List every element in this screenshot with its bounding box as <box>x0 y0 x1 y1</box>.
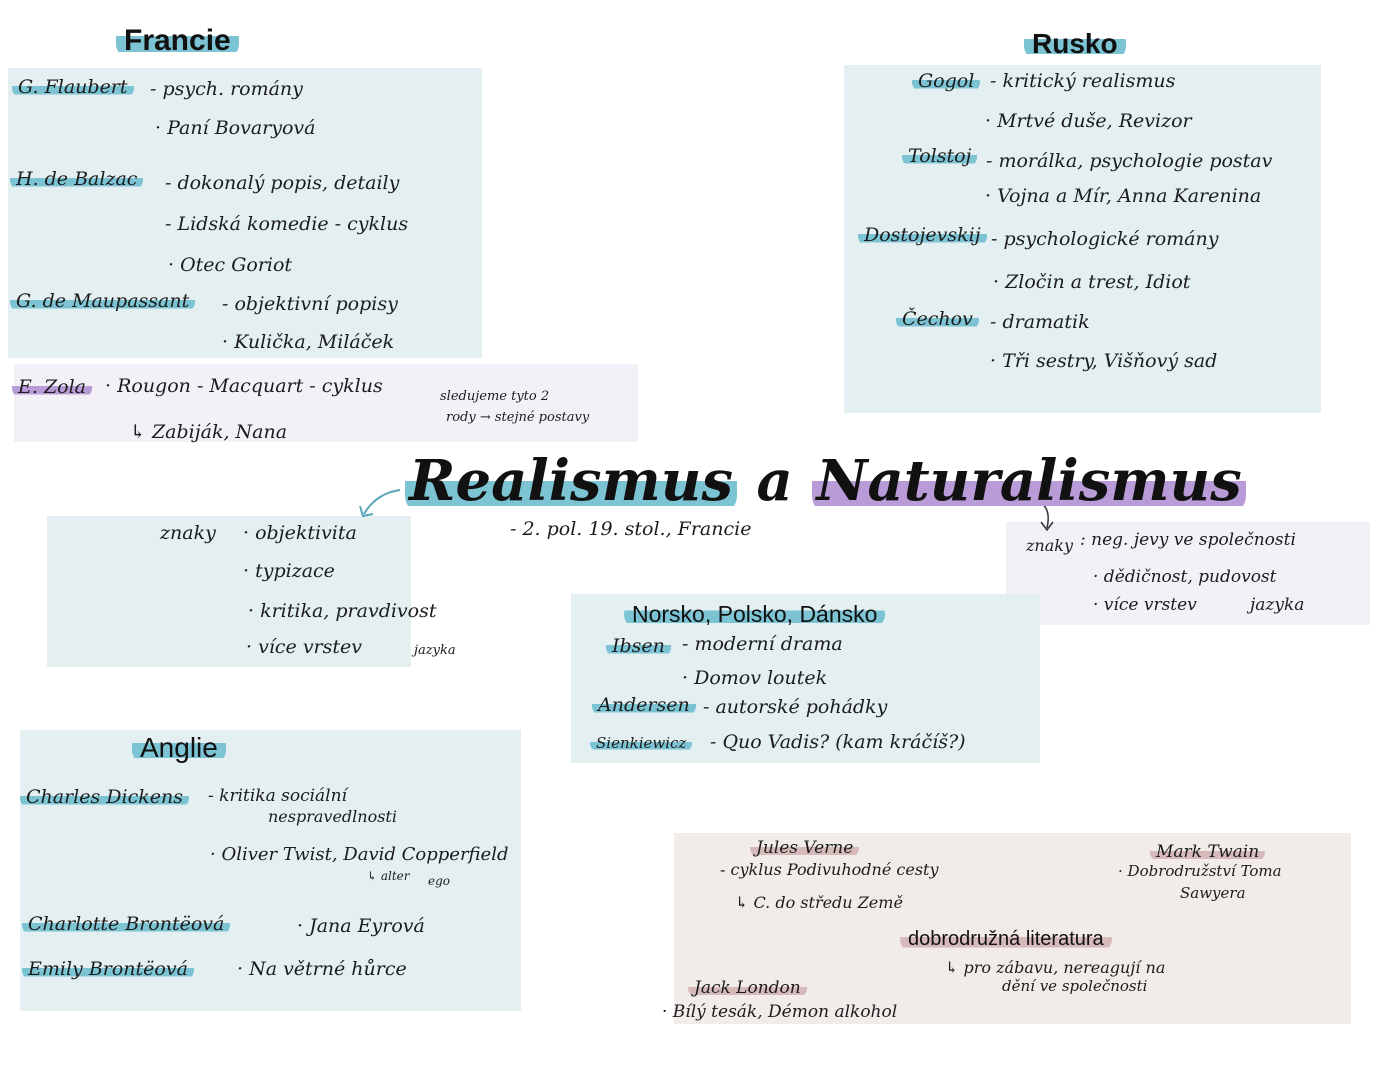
london-work: · Bílý tesák, Démon alkohol <box>662 1002 898 1022</box>
dostojevskij-work: · Zločin a trest, Idiot <box>993 271 1191 293</box>
twain-name: Mark Twain <box>1150 842 1265 862</box>
dostojevskij-desc: - psychologické romány <box>991 228 1219 250</box>
balzac-desc: - dokonalý popis, detaily <box>165 172 400 194</box>
verne-work2: ↳ C. do středu Země <box>735 893 903 912</box>
balzac-name: H. de Balzac <box>10 168 143 190</box>
zola-work: ↳ Zabiják, Nana <box>130 421 288 443</box>
znaky-r-extra: jazyka <box>414 643 456 658</box>
znaky-n-label: znaky <box>1026 536 1074 555</box>
andersen-desc: - autorské pohádky <box>703 696 888 718</box>
arrow-left-icon <box>364 490 400 514</box>
flaubert-desc: - psych. romány <box>150 78 303 100</box>
znaky-r-label: znaky <box>160 522 216 544</box>
flaubert-name: G. Flaubert <box>12 76 134 98</box>
twain-work1: · Dobrodružství Toma <box>1118 862 1282 880</box>
ibsen-desc: - moderní drama <box>682 633 843 655</box>
znaky-r-item-3: · kritika, pravdivost <box>248 600 437 622</box>
maupassant-name: G. de Maupassant <box>10 290 195 312</box>
zola-name: E. Zola <box>12 376 92 398</box>
dostojevskij-name: Dostojevskij <box>858 224 987 246</box>
francie-heading: Francie <box>116 24 239 58</box>
znaky-n-item-3: · více vrstev <box>1093 595 1197 615</box>
title-realismus: Realismus <box>405 448 737 514</box>
dickens-work: · Oliver Twist, David Copperfield <box>210 844 509 865</box>
balzac-work1: - Lidská komedie - cyklus <box>165 213 409 235</box>
title-subtitle: - 2. pol. 19. stol., Francie <box>510 518 752 540</box>
dickens-desc2: nespravedlnosti <box>268 807 397 826</box>
cechov-work: · Tři sestry, Višňový sad <box>990 350 1218 372</box>
verne-work1: - cyklus Podivuhodné cesty <box>720 860 939 879</box>
maupassant-desc: - objektivní popisy <box>222 293 398 315</box>
andersen-name: Andersen <box>592 694 696 716</box>
flaubert-work: · Paní Bovaryová <box>155 117 316 139</box>
dickens-desc1: - kritika sociální <box>208 786 347 806</box>
gogol-work: · Mrtvé duše, Revizor <box>985 110 1192 132</box>
zola-desc: · Rougon - Macquart - cyklus <box>105 375 383 397</box>
london-name: Jack London <box>688 978 807 998</box>
sienkiewicz-desc: - Quo Vadis? (kam kráčíš?) <box>710 731 966 753</box>
rusko-heading: Rusko <box>1024 28 1126 60</box>
dickens-note1: ↳ alter <box>367 869 410 883</box>
ibsen-name: Ibsen <box>606 635 671 657</box>
title-a: a <box>756 448 793 514</box>
title-naturalismus: Naturalismus <box>812 448 1245 514</box>
twain-work2: Sawyera <box>1180 884 1246 902</box>
norsko-heading: Norsko, Polsko, Dánsko <box>624 601 885 628</box>
verne-name: Jules Verne <box>750 838 859 858</box>
anglie-heading: Anglie <box>132 732 226 764</box>
charlotte-name: Charlotte Brontëová <box>22 913 230 935</box>
tolstoj-desc: - morálka, psychologie postav <box>986 150 1273 172</box>
znaky-r-item-2: · typizace <box>243 560 335 582</box>
dickens-note2: ego <box>428 874 451 888</box>
maupassant-work: · Kulička, Miláček <box>222 331 395 353</box>
emily-name: Emily Brontëová <box>22 958 194 980</box>
znaky-r-item-4: · více vrstev <box>246 636 362 658</box>
gogol-desc: - kritický realismus <box>990 70 1176 92</box>
balzac-work2: · Otec Goriot <box>168 254 293 276</box>
znaky-n-item-3b: jazyka <box>1250 595 1305 615</box>
cechov-desc: - dramatik <box>990 311 1090 333</box>
dobrodruzna-heading: dobrodružná literatura <box>900 928 1112 951</box>
zola-note2: rody → stejné postavy <box>446 410 590 425</box>
gogol-name: Gogol <box>912 70 980 92</box>
dobrodruzna-desc1: ↳ pro zábavu, nereagují na <box>945 958 1166 977</box>
main-title <box>405 448 1246 514</box>
znaky-r-item-1: · objektivita <box>243 522 357 544</box>
arrow-left-head <box>360 506 373 516</box>
ibsen-work: · Domov loutek <box>682 667 828 689</box>
sienkiewicz-name: Sienkiewicz <box>590 734 692 752</box>
emily-work: · Na větrné hůrce <box>237 958 407 980</box>
dickens-name: Charles Dickens <box>20 786 189 808</box>
charlotte-work: · Jana Eyrová <box>297 915 425 937</box>
znaky-n-item-1: : neg. jevy ve společnosti <box>1080 530 1296 550</box>
znaky-n-item-2: · dědičnost, pudovost <box>1093 567 1277 587</box>
tolstoj-name: Tolstoj <box>902 145 977 167</box>
tolstoj-work: · Vojna a Mír, Anna Karenina <box>985 185 1262 207</box>
dobrodruzna-desc2: dění ve společnosti <box>1002 977 1148 995</box>
cechov-name: Čechov <box>896 308 979 330</box>
zola-note1: sledujeme tyto 2 <box>440 389 550 404</box>
